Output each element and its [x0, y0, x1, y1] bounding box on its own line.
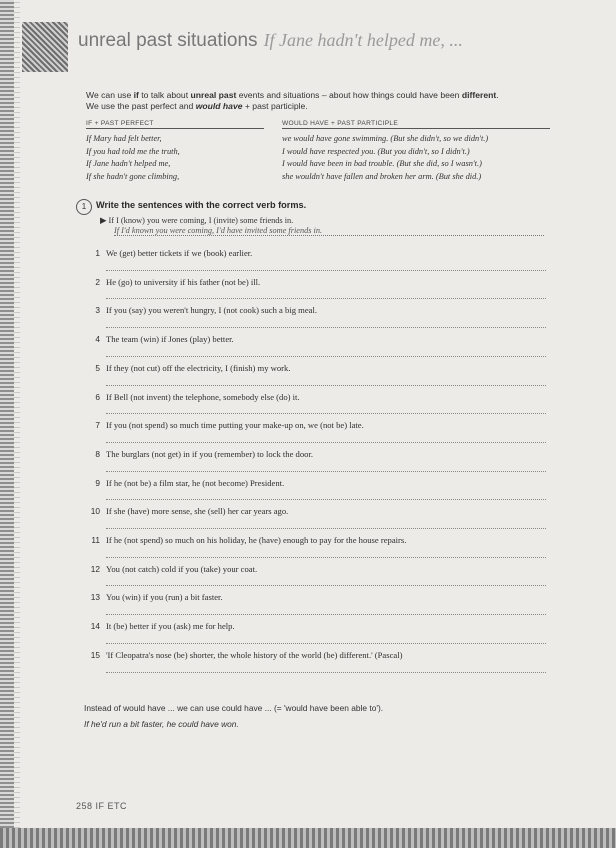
- scan-edge-left: [0, 0, 14, 848]
- intro-line-1: We can use if to talk about unreal past events and situations – about how things could have been different.: [86, 90, 499, 100]
- example-right-row: I would have been in bad trouble. (But she did, so I wasn't.): [282, 159, 482, 169]
- exercise-item: 10 If she (have) more sense, she (sell) her car years ago.: [90, 506, 289, 516]
- answer-line[interactable]: [106, 499, 546, 500]
- example-left-row: If she hadn't gone climbing,: [86, 171, 180, 181]
- exercise-item: 2 He (go) to university if his father (not be) ill.: [95, 277, 261, 287]
- note-could-have: Instead of would have ... we can use could have ... (= 'would have been able to').: [84, 703, 384, 713]
- exercise-item: 15 'If Cleopatra's nose (be) shorter, the whole history of the world (be) different.' (Pascal): [90, 650, 403, 660]
- title-main: unreal past situations: [78, 30, 258, 51]
- example-left-row: If Jane hadn't helped me,: [86, 159, 171, 169]
- answer-line[interactable]: [106, 356, 546, 357]
- scan-edge-left-inner: [14, 0, 20, 848]
- answer-line[interactable]: [106, 385, 546, 386]
- answer-line[interactable]: [106, 413, 546, 414]
- answer-line[interactable]: [106, 557, 546, 558]
- exercise-example-answer: If I'd known you were coming, I'd have invited some friends in.: [114, 226, 544, 236]
- scan-edge-bottom: [0, 828, 616, 848]
- exercise-item: 4 The team (win) if Jones (play) better.: [95, 334, 234, 344]
- answer-line[interactable]: [106, 471, 546, 472]
- example-right-row: we would have gone swimming. (But she didn't, so we didn't.): [282, 134, 489, 143]
- exercise-item: 6 If Bell (not invent) the telephone, somebody else (do) it.: [95, 392, 300, 402]
- page-footer: 258 IF ETC: [76, 801, 128, 811]
- answer-line[interactable]: [106, 585, 546, 586]
- intro-line-2: We use the past perfect and would have + past participle.: [86, 101, 308, 111]
- exercise-example-question: ▶ If I (know) you were coming, I (invite) some friends in.: [100, 216, 294, 225]
- exercise-item: 12 You (not catch) cold if you (take) your coat.: [90, 564, 258, 574]
- exercise-item: 5 If they (not cut) off the electricity, I (finish) my work.: [95, 363, 291, 373]
- example-right-row: she wouldn't have fallen and broken her arm. (But she did.): [282, 171, 482, 181]
- answer-line[interactable]: [106, 270, 546, 271]
- title-example: If Jane hadn't helped me, ...: [263, 30, 463, 50]
- note-example: If he'd run a bit faster, he could have won.: [84, 719, 239, 729]
- example-left-row: If Mary had felt better,: [86, 134, 162, 143]
- answer-line[interactable]: [106, 528, 546, 529]
- answer-line[interactable]: [106, 442, 546, 443]
- exercise-item: 13 You (win) if you (run) a bit faster.: [90, 592, 223, 602]
- header-left: IF + PAST PERFECT: [86, 120, 264, 129]
- exercise-item: 3 If you (say) you weren't hungry, I (not cook) such a big meal.: [95, 305, 317, 315]
- examples-left-column: [86, 133, 180, 183]
- intro-text: [86, 90, 499, 112]
- exercise-item: 9 If he (not be) a film star, he (not become) President.: [95, 478, 285, 488]
- examples-right-column: [282, 133, 488, 183]
- answer-line[interactable]: [106, 298, 546, 299]
- exercise-instruction: Write the sentences with the correct verb forms.: [96, 200, 307, 210]
- exercise-item: 7 If you (not spend) so much time putting your make-up on, we (not be) late.: [95, 420, 364, 430]
- answer-line[interactable]: [106, 327, 546, 328]
- answer-line[interactable]: [106, 643, 546, 644]
- section-marker-block: [22, 22, 68, 72]
- answer-line[interactable]: [106, 614, 546, 615]
- exercise-item: 1 We (get) better tickets if we (book) earlier.: [95, 248, 253, 258]
- exercise-item: 11 If he (not spend) so much on his holiday, he (have) enough to pay for the house repairs.: [91, 535, 407, 545]
- exercise-item: 14 It (be) better if you (ask) me for help.: [90, 621, 235, 631]
- example-left-row: If you had told me the truth,: [86, 146, 180, 156]
- answer-line[interactable]: [106, 672, 546, 673]
- exercise-number-icon: 1: [76, 199, 92, 215]
- header-right: WOULD HAVE + PAST PARTICIPLE: [282, 120, 550, 129]
- example-right-row: I would have respected you. (But you didn't, so I didn't.): [282, 146, 470, 156]
- page-title: [78, 30, 463, 52]
- exercise-item: 8 The burglars (not get) in if you (remember) to lock the door.: [95, 449, 313, 459]
- play-arrow-icon: ▶: [100, 216, 107, 225]
